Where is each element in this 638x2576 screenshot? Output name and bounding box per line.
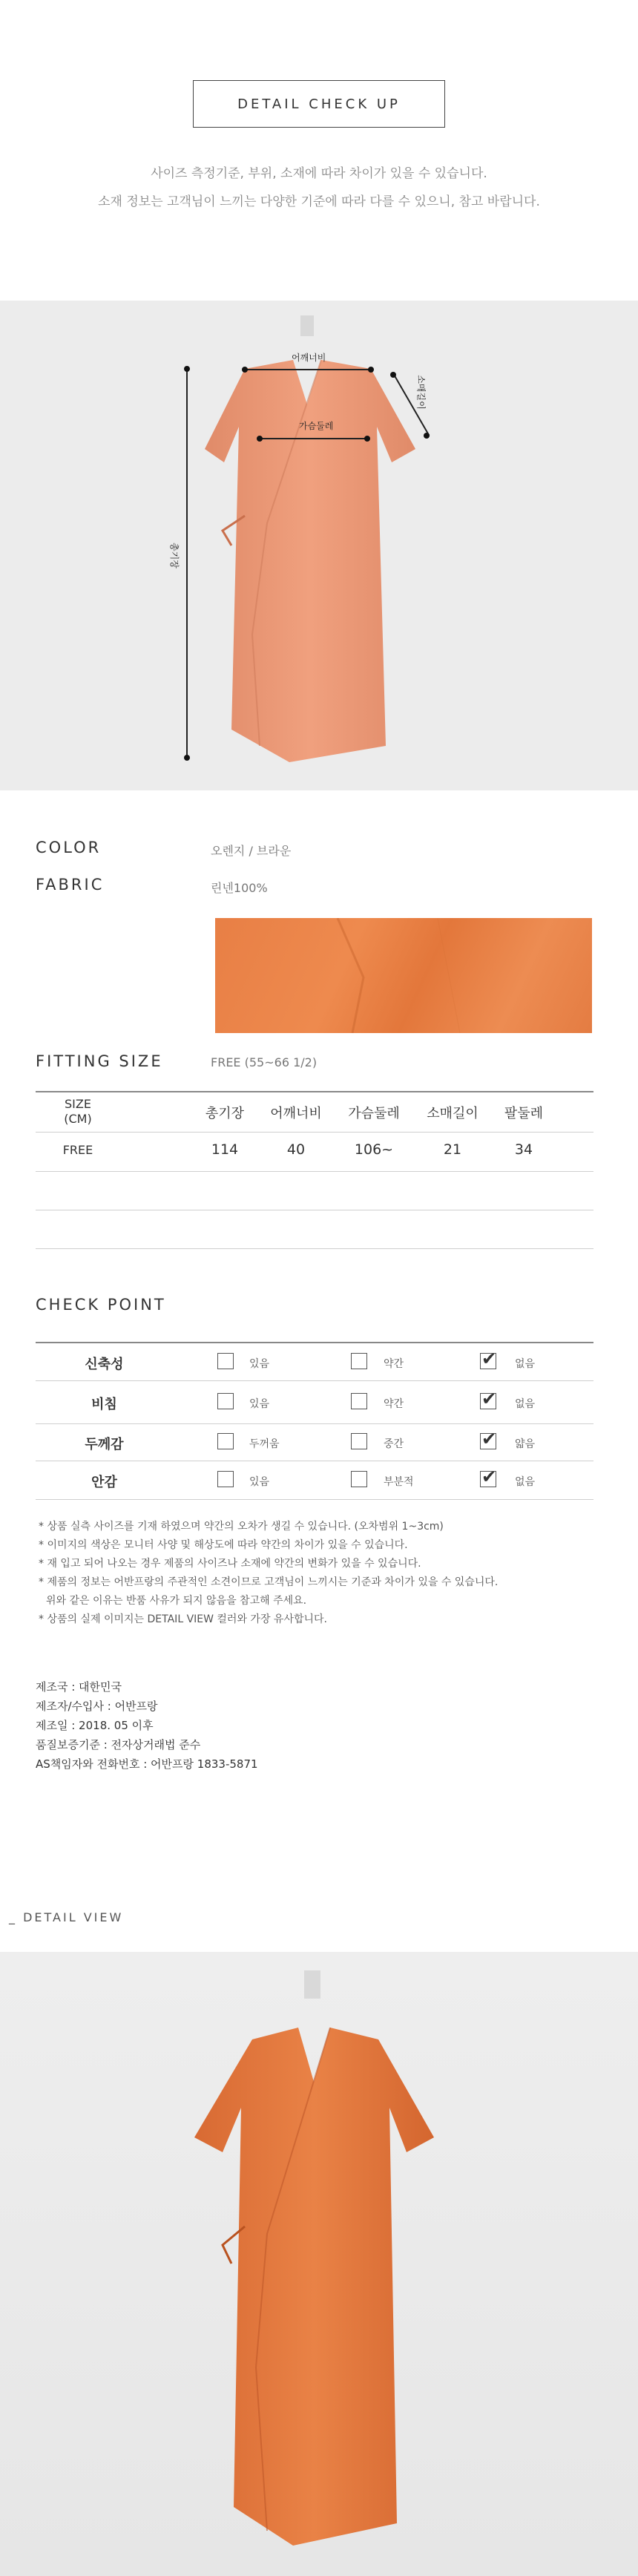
col-header-chest: 가슴둘레 [348, 1106, 400, 1121]
checkbox-lining-3[interactable] [480, 1471, 496, 1487]
size-table-divider-3 [36, 1248, 593, 1249]
shoulder-label: 어깨너비 [292, 353, 326, 363]
size-value-chest: 106~ [354, 1141, 394, 1158]
col-header-length: 총기장 [205, 1106, 245, 1121]
option-elasticity-1: 있음 [249, 1358, 270, 1370]
dress-illustration-detail [0, 1952, 638, 2576]
check-point-title: CHECK POINT [36, 1296, 166, 1314]
chest-dot-left [257, 436, 263, 442]
size-value-sleeve: 21 [443, 1141, 462, 1158]
length-label: 총기장 [168, 543, 180, 568]
checkbox-thickness-2[interactable] [351, 1433, 367, 1449]
note-line-6: * 상품의 실제 이미지는 DETAIL VIEW 컬러와 가장 유사합니다. [39, 1613, 327, 1625]
checkbox-transparency-1[interactable] [217, 1393, 234, 1409]
shoulder-dot-left [242, 367, 248, 373]
detail-view-title: _ DETAIL VIEW [9, 1910, 124, 1924]
option-transparency-3: 없음 [515, 1398, 536, 1410]
check-label-elasticity: 신축성 [85, 1357, 124, 1372]
option-lining-1: 있음 [249, 1476, 270, 1488]
info-manufacturer: 제조자/수입사 : 어반프랑 [36, 1700, 158, 1713]
chest-measure-line [260, 438, 367, 439]
length-dot-top [184, 366, 190, 372]
checkbox-thickness-1[interactable] [217, 1433, 234, 1449]
checkbox-elasticity-1[interactable] [217, 1353, 234, 1369]
checkbox-elasticity-2[interactable] [351, 1353, 367, 1369]
note-line-2: * 이미지의 색상은 모니터 사양 및 해상도에 따라 약간의 차이가 있을 수 있습니다. [39, 1539, 408, 1551]
length-measure-line [186, 369, 188, 758]
size-header-line2: (CM) [64, 1112, 92, 1126]
measurement-photo [0, 301, 638, 790]
info-date: 제조일 : 2018. 05 이후 [36, 1719, 154, 1732]
sleeve-dot-bottom [424, 433, 430, 439]
size-row-label: FREE [62, 1143, 93, 1157]
size-value-shoulder: 40 [286, 1141, 306, 1158]
note-line-1: * 상품 실측 사이즈를 기재 하였으며 약간의 오차가 생길 수 있습니다. (오차범위 1~3cm) [39, 1521, 444, 1533]
check-row-divider [36, 1423, 593, 1424]
option-lining-2: 부분적 [384, 1476, 414, 1488]
fabric-texture [215, 918, 592, 1033]
note-line-5: 위와 같은 이유는 반품 사유가 되지 않음을 참고해 주세요. [46, 1595, 307, 1607]
option-elasticity-3: 없음 [515, 1358, 536, 1370]
dress-illustration [0, 301, 638, 790]
note-line-4: * 제품의 정보는 어반프랑의 주관적인 소견이므로 고객님이 느끼시는 기준과 차이가 있을 수 있습니다. [39, 1576, 499, 1588]
check-row-divider [36, 1499, 593, 1500]
fabric-value: 린넨100% [211, 881, 268, 895]
check-label-lining: 안감 [91, 1475, 117, 1490]
fitting-size-value: FREE (55~66 1/2) [211, 1055, 318, 1069]
info-warranty: 품질보증기준 : 전자상거래법 준수 [36, 1738, 201, 1751]
detail-view-photo [0, 1952, 638, 2576]
size-header-line1: SIZE [65, 1097, 91, 1111]
fitting-size-label: FITTING SIZE [36, 1052, 163, 1070]
size-value-arm: 34 [514, 1141, 533, 1158]
fabric-label: FABRIC [36, 876, 105, 894]
color-value: 오렌지 / 브라운 [211, 844, 292, 858]
shoulder-dot-right [368, 367, 374, 373]
info-as-contact: AS책임자와 전화번호 : 어반프랑 1833-5871 [36, 1757, 258, 1771]
size-value-length: 114 [211, 1141, 239, 1158]
size-table-header-divider [36, 1132, 593, 1133]
notice-line-2: 소재 정보는 고객님이 느끼는 다양한 기준에 따라 다를 수 있으니, 참고 바랍니다. [98, 194, 540, 209]
check-label-transparency: 비침 [91, 1397, 117, 1412]
size-table-top-border [36, 1091, 593, 1092]
option-lining-3: 없음 [515, 1476, 536, 1488]
check-row-divider [36, 1380, 593, 1381]
col-header-arm: 팔둘레 [504, 1106, 544, 1121]
chest-dot-right [364, 436, 370, 442]
chest-label: 가슴둘레 [299, 421, 334, 431]
notice-line-1: 사이즈 측정기준, 부위, 소재에 따라 차이가 있을 수 있습니다. [151, 166, 487, 181]
info-origin: 제조국 : 대한민국 [36, 1680, 122, 1694]
length-dot-bottom [184, 755, 190, 761]
option-elasticity-2: 약간 [384, 1358, 404, 1370]
option-transparency-2: 약간 [384, 1398, 404, 1410]
col-header-sleeve: 소매길이 [427, 1106, 479, 1121]
checkbox-transparency-2[interactable] [351, 1393, 367, 1409]
sleeve-dot-top [390, 372, 396, 378]
checkbox-lining-2[interactable] [351, 1471, 367, 1487]
check-label-thickness: 두께감 [85, 1437, 124, 1452]
option-thickness-1: 두꺼움 [249, 1438, 280, 1450]
checkbox-thickness-3[interactable] [480, 1433, 496, 1449]
size-table-divider-1 [36, 1171, 593, 1172]
fabric-swatch [215, 918, 592, 1033]
option-transparency-1: 있음 [249, 1398, 270, 1410]
detail-check-up-title: DETAIL CHECK UP [193, 80, 445, 128]
checkbox-transparency-3[interactable] [480, 1393, 496, 1409]
check-table-top-border [36, 1342, 593, 1343]
sleeve-label: 소매길이 [415, 375, 427, 410]
color-label: COLOR [36, 839, 102, 856]
option-thickness-3: 얇음 [515, 1438, 536, 1450]
col-header-shoulder: 어깨너비 [270, 1106, 322, 1121]
note-line-3: * 재 입고 되어 나오는 경우 제품의 사이즈나 소재에 약간의 변화가 있을 수 있습니다. [39, 1558, 421, 1570]
option-thickness-2: 중간 [384, 1438, 404, 1450]
shoulder-measure-line [245, 369, 371, 370]
checkbox-lining-1[interactable] [217, 1471, 234, 1487]
checkbox-elasticity-3[interactable] [480, 1353, 496, 1369]
